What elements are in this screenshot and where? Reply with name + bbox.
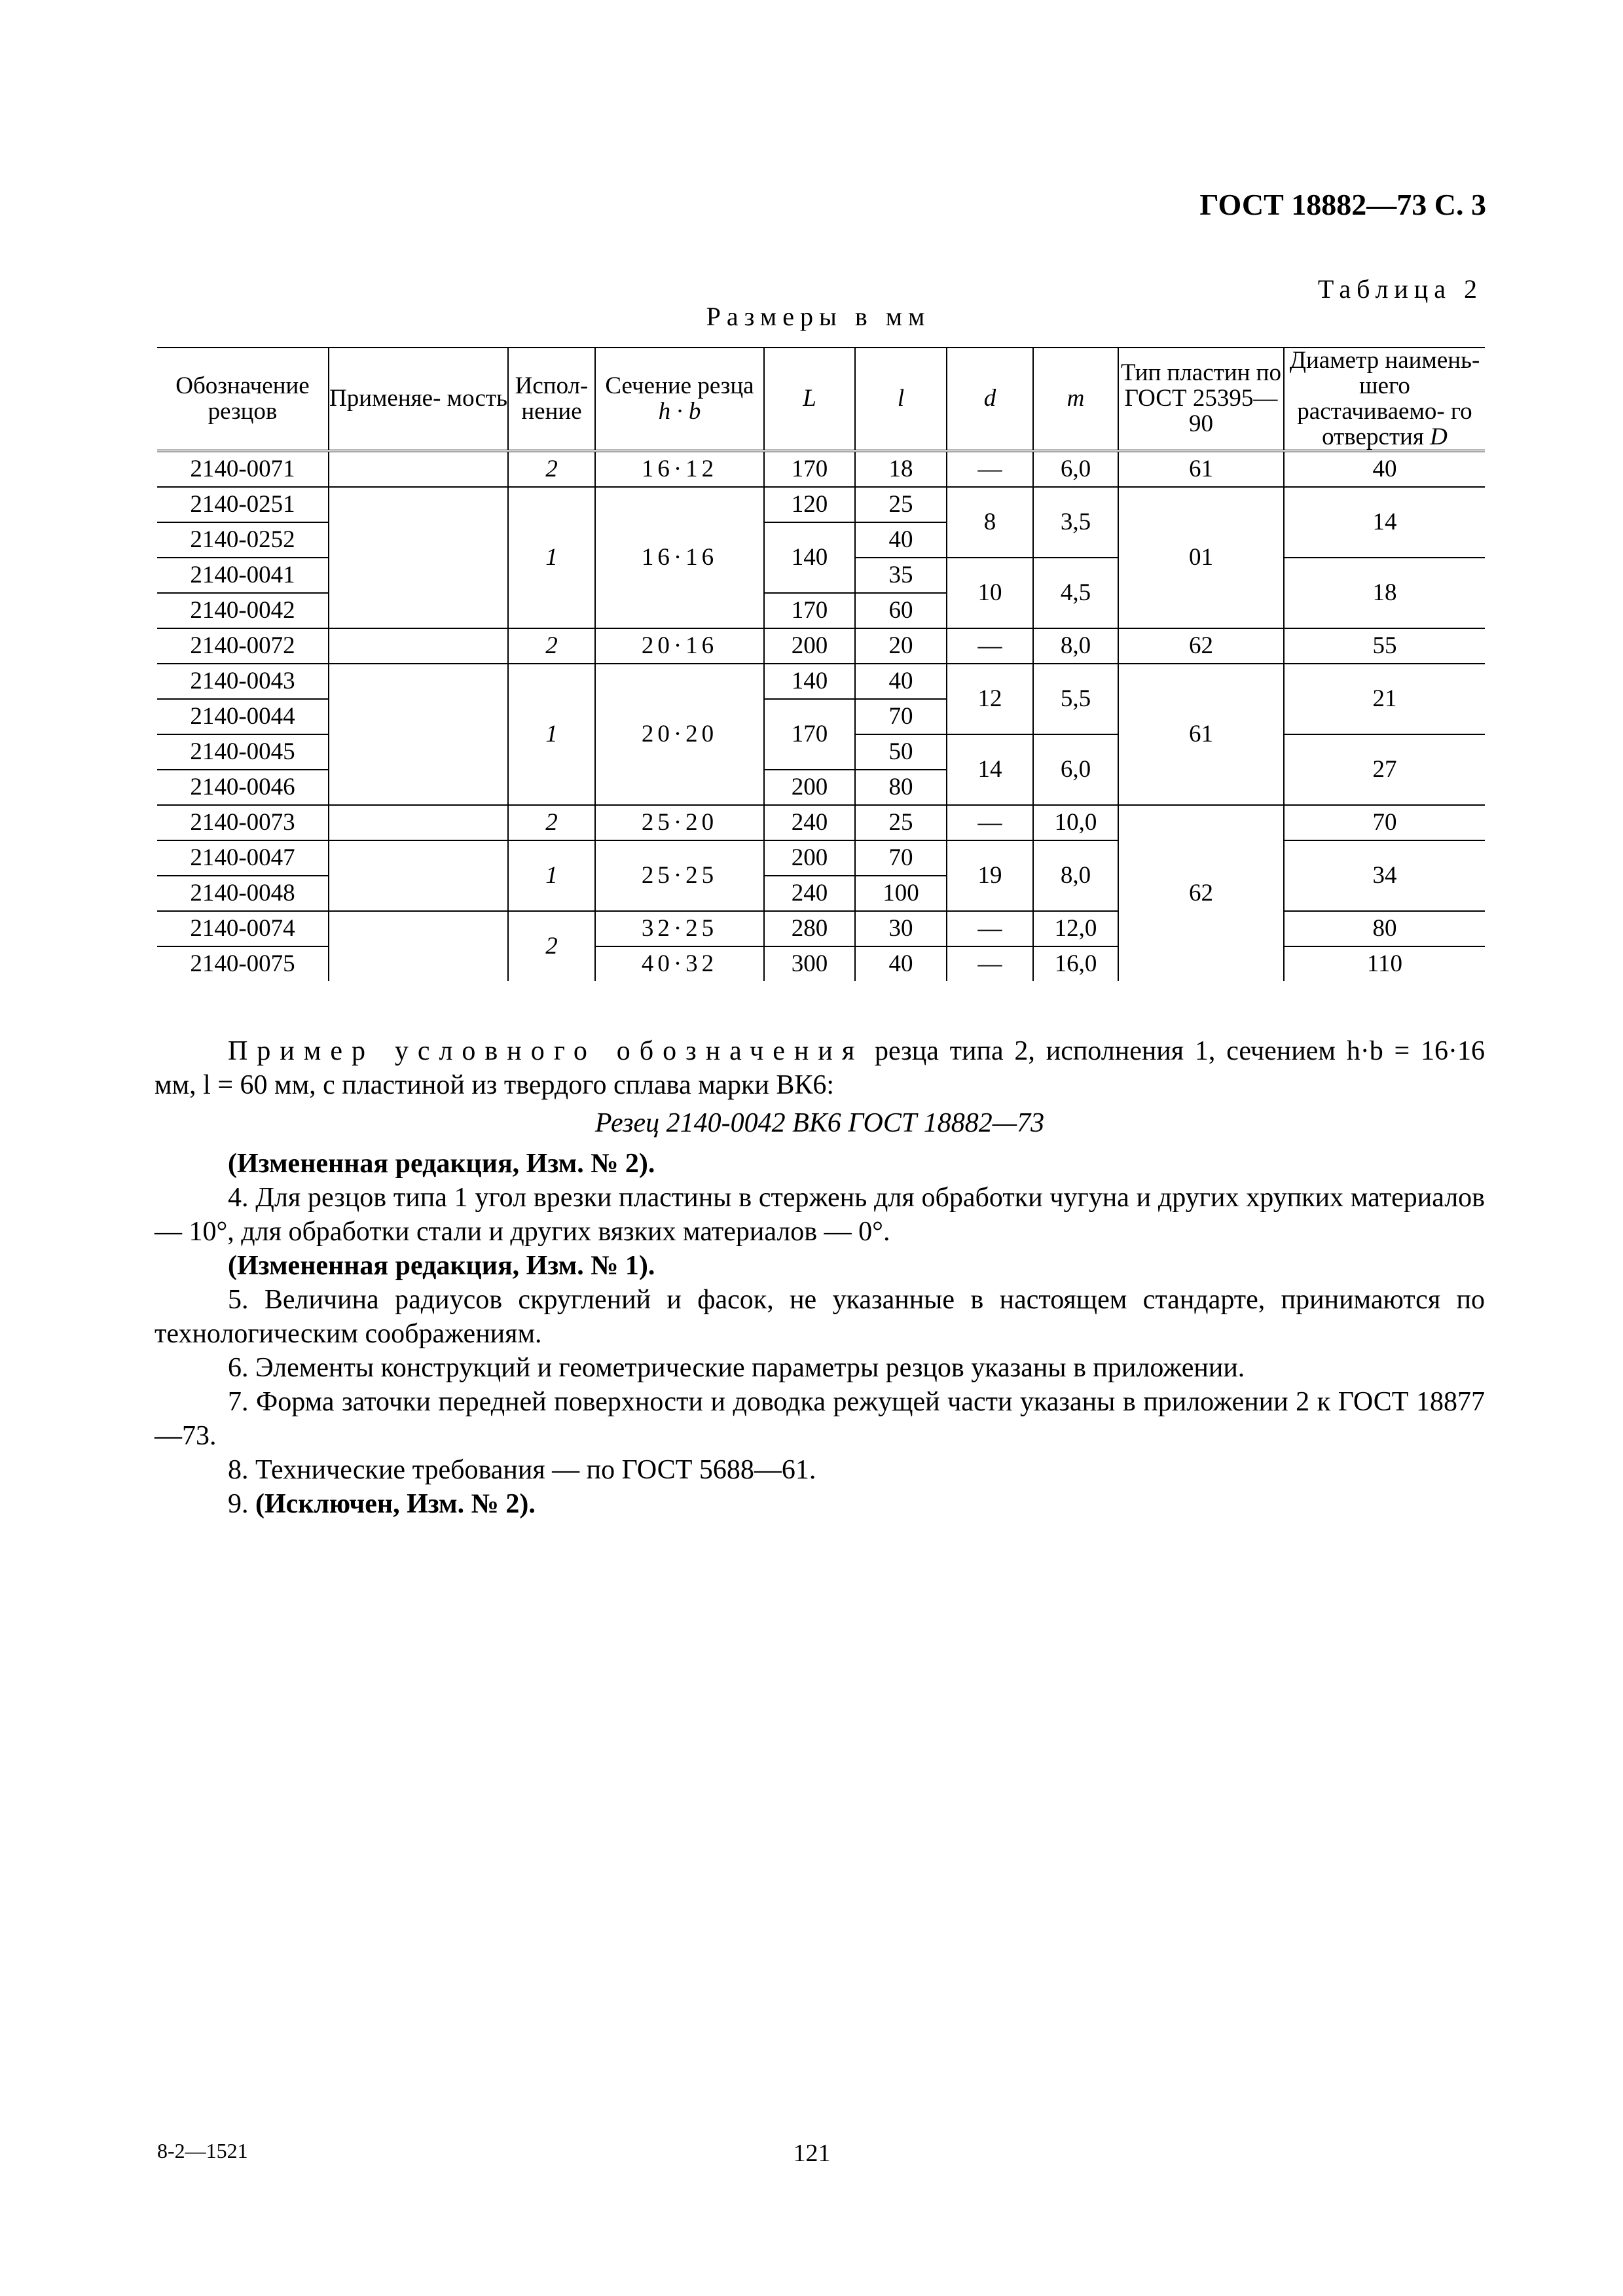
l-cell: 70 bbox=[855, 840, 947, 876]
m-cell: 3,5 bbox=[1033, 487, 1118, 558]
example-text: резца типа 2, исполнения 1, сечением h·b = 16·16 мм, l = 60 мм, с пластиной из твердого сплава марки ВК6: bbox=[155, 1036, 1485, 1100]
code-cell: 2140-0047 bbox=[157, 840, 329, 876]
D-cell: 18 bbox=[1284, 558, 1485, 628]
L-cell: 300 bbox=[764, 946, 855, 981]
L-cell: 140 bbox=[764, 522, 855, 593]
section-cell: 20·20 bbox=[595, 664, 764, 805]
code-cell: 2140-0073 bbox=[157, 805, 329, 840]
applicability-cell bbox=[329, 805, 508, 840]
change-note-1: (Измененная редакция, Изм. № 1). bbox=[228, 1251, 655, 1281]
L-cell: 200 bbox=[764, 770, 855, 805]
m-cell: 6,0 bbox=[1033, 734, 1118, 805]
l-cell: 40 bbox=[855, 946, 947, 981]
header-L: L bbox=[764, 348, 855, 451]
D-cell: 21 bbox=[1284, 664, 1485, 734]
header-m: m bbox=[1033, 348, 1118, 451]
section-cell: 32·25 bbox=[595, 911, 764, 946]
L-cell: 170 bbox=[764, 593, 855, 628]
applicability-cell bbox=[329, 628, 508, 664]
table-row bbox=[157, 664, 1485, 699]
change-note-2: (Измененная редакция, Изм. № 2). bbox=[228, 1149, 655, 1179]
l-cell: 18 bbox=[855, 451, 947, 487]
code-cell: 2140-0072 bbox=[157, 628, 329, 664]
L-cell: 280 bbox=[764, 911, 855, 946]
l-cell: 80 bbox=[855, 770, 947, 805]
D-cell: 70 bbox=[1284, 805, 1485, 840]
execution-cell: 2 bbox=[508, 628, 595, 664]
section-cell: 40·32 bbox=[595, 946, 764, 981]
execution-cell: 1 bbox=[508, 487, 595, 628]
l-cell: 35 bbox=[855, 558, 947, 593]
header-section-label: Сечение резца bbox=[605, 372, 754, 399]
header-plate-type: Тип пластин по ГОСТ 25395—90 bbox=[1118, 348, 1284, 451]
paragraph-9-note: (Исключен, Изм. № 2). bbox=[255, 1489, 536, 1519]
header-execution: Испол- нение bbox=[508, 348, 595, 451]
m-cell: 4,5 bbox=[1033, 558, 1118, 628]
D-cell: 34 bbox=[1284, 840, 1485, 911]
m-cell: 16,0 bbox=[1033, 946, 1118, 981]
execution-cell: 2 bbox=[508, 911, 595, 981]
applicability-cell bbox=[329, 487, 508, 628]
D-cell: 27 bbox=[1284, 734, 1485, 805]
d-cell: 14 bbox=[947, 734, 1033, 805]
table-caption: Таблица 2 bbox=[1317, 274, 1483, 304]
footer-code: 8-2—1521 bbox=[157, 2139, 248, 2162]
table-header-row bbox=[157, 348, 1485, 451]
D-cell: 55 bbox=[1284, 628, 1485, 664]
code-cell: 2140-0041 bbox=[157, 558, 329, 593]
l-cell: 40 bbox=[855, 522, 947, 558]
table-row bbox=[157, 487, 1485, 522]
plate-cell: 62 bbox=[1118, 805, 1284, 981]
L-cell: 170 bbox=[764, 699, 855, 770]
header-d: d bbox=[947, 348, 1033, 451]
header-section-sub: h · b bbox=[658, 397, 701, 425]
l-cell: 70 bbox=[855, 699, 947, 734]
D-cell: 110 bbox=[1284, 946, 1485, 981]
example-designation: Резец 2140-0042 ВК6 ГОСТ 18882—73 bbox=[594, 1108, 1045, 1138]
l-cell: 25 bbox=[855, 805, 947, 840]
execution-cell: 2 bbox=[508, 805, 595, 840]
code-cell: 2140-0075 bbox=[190, 950, 295, 977]
applicability-cell bbox=[329, 664, 508, 805]
d-cell: — bbox=[947, 805, 1033, 840]
m-cell: 5,5 bbox=[1033, 664, 1118, 734]
applicability-cell bbox=[329, 911, 508, 981]
table-row bbox=[157, 840, 1485, 876]
body-text bbox=[155, 1034, 1485, 1521]
d-cell: 8 bbox=[947, 487, 1033, 558]
l-cell: 40 bbox=[855, 664, 947, 699]
code-cell: 2140-0252 bbox=[157, 522, 329, 558]
plate-cell: 01 bbox=[1118, 487, 1284, 628]
paragraph-6: 6. Элементы конструкций и геометрические параметры резцов указаны в приложении. bbox=[228, 1353, 1245, 1383]
plate-cell: 61 bbox=[1118, 664, 1284, 805]
m-cell: 6,0 bbox=[1033, 451, 1118, 487]
page-header: ГОСТ 18882—73 С. 3 bbox=[1199, 188, 1486, 221]
L-cell: 170 bbox=[764, 451, 855, 487]
l-cell: 100 bbox=[855, 876, 947, 911]
section-cell: 16·16 bbox=[595, 487, 764, 628]
applicability-cell bbox=[329, 840, 508, 911]
section-cell: 16·12 bbox=[595, 451, 764, 487]
paragraph-9 bbox=[155, 1487, 1485, 1521]
d-cell: 10 bbox=[947, 558, 1033, 628]
paragraph-8: 8. Технические требования — по ГОСТ 5688—61. bbox=[228, 1455, 816, 1485]
code-cell: 2140-0071 bbox=[157, 451, 329, 487]
execution-cell: 2 bbox=[508, 451, 595, 487]
m-cell: 8,0 bbox=[1033, 840, 1118, 911]
d-cell: — bbox=[947, 946, 1033, 981]
page-number: 121 bbox=[793, 2140, 831, 2167]
paragraph-9-number: 9. bbox=[228, 1489, 255, 1519]
code-cell: 2140-0048 bbox=[157, 876, 329, 911]
L-cell: 240 bbox=[764, 805, 855, 840]
example-paragraph bbox=[155, 1034, 1485, 1102]
l-cell: 25 bbox=[855, 487, 947, 522]
execution-cell: 1 bbox=[508, 664, 595, 805]
code-cell: 2140-0042 bbox=[157, 593, 329, 628]
plate-cell: 61 bbox=[1118, 451, 1284, 487]
dimensions-table-wrap bbox=[157, 347, 1485, 981]
header-diameter-label: Диаметр наимень- шего растачиваемо- го отверстия bbox=[1289, 347, 1480, 450]
L-cell: 240 bbox=[764, 876, 855, 911]
table-units: Размеры в мм bbox=[706, 302, 931, 331]
m-cell: 12,0 bbox=[1033, 911, 1118, 946]
header-diameter bbox=[1284, 348, 1485, 451]
d-cell: 19 bbox=[947, 840, 1033, 911]
table-row bbox=[157, 911, 1485, 946]
applicability-cell bbox=[329, 451, 508, 487]
table-row bbox=[157, 805, 1485, 840]
code-cell: 2140-0044 bbox=[157, 699, 329, 734]
d-cell: — bbox=[947, 911, 1033, 946]
d-cell: — bbox=[947, 628, 1033, 664]
table-row bbox=[157, 628, 1485, 664]
section-cell: 25·25 bbox=[595, 840, 764, 911]
d-cell: 12 bbox=[947, 664, 1033, 734]
L-cell: 120 bbox=[764, 487, 855, 522]
paragraph-5: 5. Величина радиусов скруглений и фасок, не указанные в настоящем стандарте, принимаются по технологическим соображениям. bbox=[155, 1285, 1485, 1349]
L-cell: 200 bbox=[764, 628, 855, 664]
header-designation: Обозначение резцов bbox=[157, 348, 329, 451]
code-cell: 2140-0074 bbox=[157, 911, 329, 946]
code-cell: 2140-0045 bbox=[157, 734, 329, 770]
paragraph-4: 4. Для резцов типа 1 угол врезки пластины в стержень для обработки чугуна и других хрупких материалов — 10°, для обработки стали и других вязких материалов — 0°. bbox=[155, 1183, 1485, 1247]
D-cell: 40 bbox=[1284, 451, 1485, 487]
execution-cell: 1 bbox=[508, 840, 595, 911]
table-row bbox=[157, 451, 1485, 487]
dimensions-table bbox=[157, 347, 1485, 981]
section-cell: 20·16 bbox=[595, 628, 764, 664]
header-section bbox=[595, 348, 764, 451]
D-cell: 80 bbox=[1284, 911, 1485, 946]
section-cell: 25·20 bbox=[595, 805, 764, 840]
L-cell: 140 bbox=[764, 664, 855, 699]
header-diameter-symbol: D bbox=[1430, 423, 1448, 450]
l-cell: 20 bbox=[855, 628, 947, 664]
code-cell: 2140-0046 bbox=[157, 770, 329, 805]
header-l: l bbox=[855, 348, 947, 451]
l-cell: 50 bbox=[855, 734, 947, 770]
m-cell: 10,0 bbox=[1033, 805, 1118, 840]
m-cell: 8,0 bbox=[1033, 628, 1118, 664]
d-cell: — bbox=[947, 451, 1033, 487]
example-heading: Пример условного обозначения bbox=[228, 1036, 864, 1066]
header-applicability: Применяе- мость bbox=[329, 348, 508, 451]
L-cell: 200 bbox=[764, 840, 855, 876]
l-cell: 60 bbox=[855, 593, 947, 628]
code-cell: 2140-0251 bbox=[157, 487, 329, 522]
D-cell: 14 bbox=[1284, 487, 1485, 558]
l-cell: 30 bbox=[855, 911, 947, 946]
code-cell: 2140-0043 bbox=[157, 664, 329, 699]
paragraph-7: 7. Форма заточки передней поверхности и доводка режущей части указаны в приложении 2 к ГОСТ 18877—73. bbox=[155, 1387, 1485, 1451]
plate-cell: 62 bbox=[1118, 628, 1284, 664]
